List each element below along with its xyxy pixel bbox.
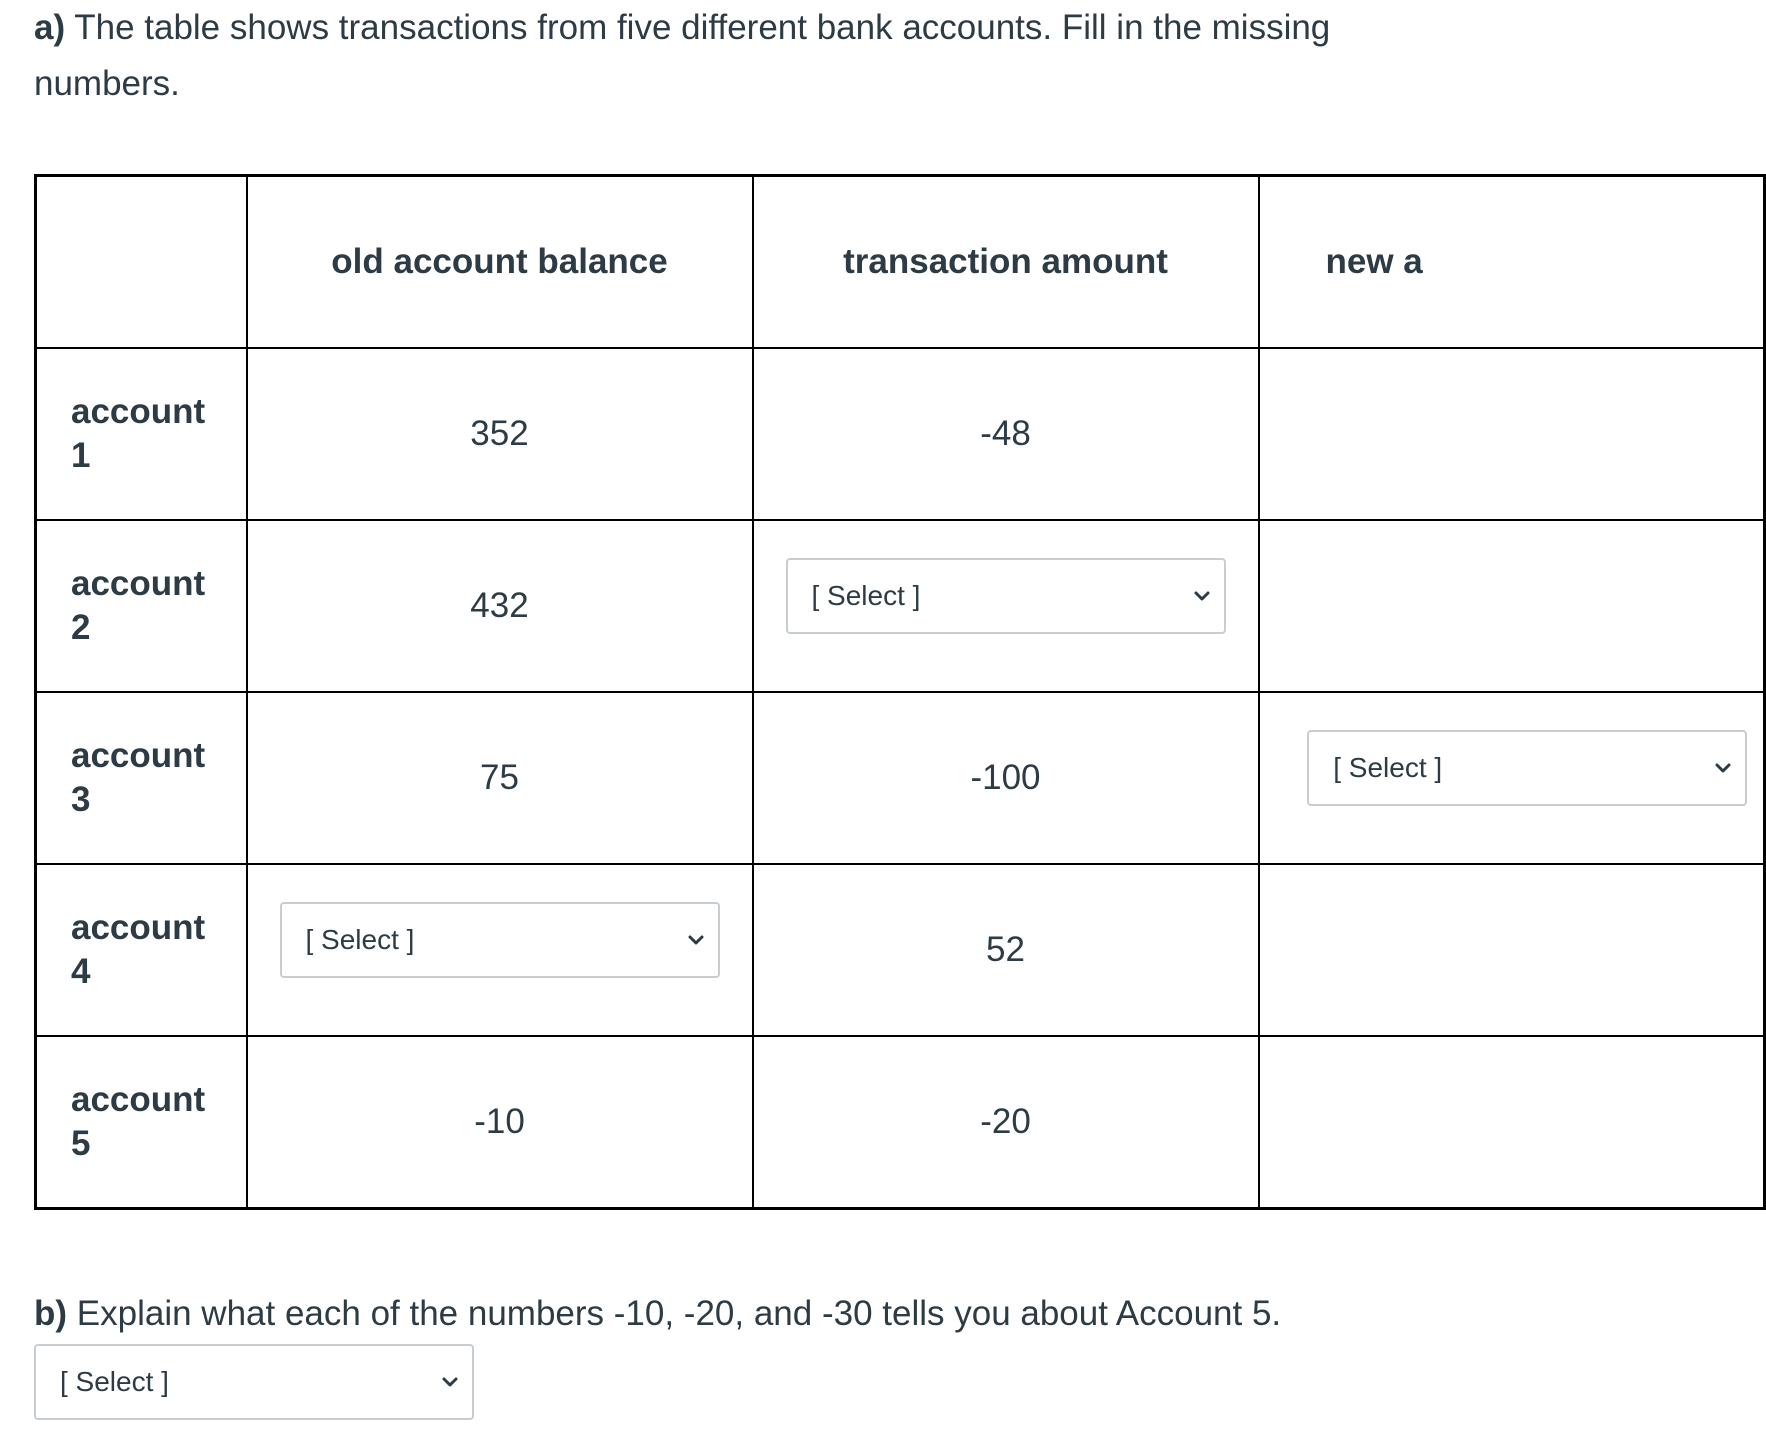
new-balance-account-4: [1259, 864, 1765, 1036]
new-balance-select-account-3[interactable]: [1307, 730, 1747, 806]
chevron-down-icon: [1713, 758, 1733, 778]
old-balance-account-3: 75: [247, 692, 753, 864]
accounts-table-container: [34, 174, 1443, 1224]
transaction-account-4: 52: [753, 864, 1259, 1036]
question-b-body: Explain what each of the numbers -10, -20, and -30 tells you about Account 5.: [76, 1294, 1282, 1333]
accounts-table: [34, 174, 1766, 1210]
header-new-balance: new a: [1259, 176, 1765, 349]
old-balance-account-5: -10: [247, 1036, 753, 1209]
table-row: [36, 348, 1765, 520]
select-value: [ Select ]: [1333, 752, 1443, 783]
select-value: [ Select ]: [60, 1366, 169, 1397]
transaction-select-account-2[interactable]: [786, 558, 1226, 634]
transaction-cell-account-2: [753, 520, 1259, 692]
header-transaction-amount: transaction amount: [753, 176, 1259, 349]
new-balance-cell-account-3: [1259, 692, 1765, 864]
row-label-account-3: account 3: [36, 692, 247, 864]
new-balance-account-2: [1259, 520, 1765, 692]
question-a-line2: numbers.: [34, 64, 180, 103]
table-row: [36, 864, 1765, 1036]
new-balance-account-5: [1259, 1036, 1765, 1209]
old-balance-select-account-4[interactable]: [280, 902, 720, 978]
transaction-account-1: -48: [753, 348, 1259, 520]
table-header-row: [36, 176, 1765, 349]
select-value: [ Select ]: [811, 580, 921, 611]
new-balance-account-1: [1259, 348, 1765, 520]
header-old-balance: old account balance: [247, 176, 753, 349]
table-row: [36, 520, 1765, 692]
question-b-text: [34, 1286, 1281, 1342]
chevron-down-icon: [440, 1372, 460, 1392]
row-label-account-5: account 5: [36, 1036, 247, 1209]
chevron-down-icon: [1192, 586, 1212, 606]
chevron-down-icon: [686, 930, 706, 950]
row-label-account-2: account 2: [36, 520, 247, 692]
row-label-account-1: account 1: [36, 348, 247, 520]
select-value: [ Select ]: [305, 924, 415, 955]
row-label-account-4: account 4: [36, 864, 247, 1036]
old-balance-account-1: 352: [247, 348, 753, 520]
transaction-account-5: -20: [753, 1036, 1259, 1209]
old-balance-cell-account-4: [247, 864, 753, 1036]
answer-b-container: [34, 1344, 474, 1420]
table-row: [36, 1036, 1765, 1209]
transaction-account-3: -100: [753, 692, 1259, 864]
question-b-label: b): [34, 1294, 68, 1333]
table-row: [36, 692, 1765, 864]
question-a-line1: The table shows transactions from five different bank accounts. Fill in the missing: [74, 8, 1331, 47]
question-a-label: a): [34, 8, 66, 47]
question-a-text: [34, 0, 1434, 112]
old-balance-account-2: 432: [247, 520, 753, 692]
explanation-select[interactable]: [34, 1344, 474, 1420]
header-empty: [36, 176, 247, 349]
